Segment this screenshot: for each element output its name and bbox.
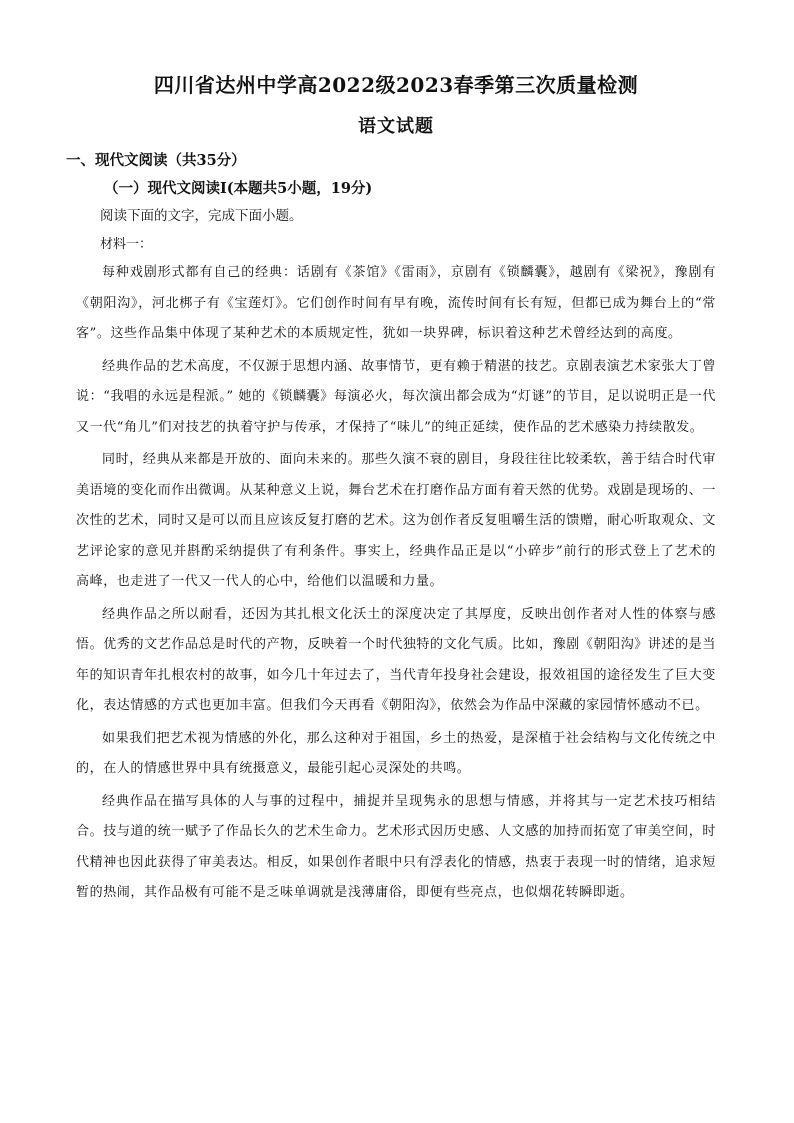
paragraph-1: 每种戏剧形式都有自己的经典：话剧有《茶馆》《雷雨》，京剧有《锁麟囊》，越剧有《梁祝》，豫剧有《朝阳沟》，河北梆子有《宝莲灯》。它们创作时间有早有晚，流传时间有长有短，但都已成为舞台上的“常客”。这些作品集中体现了某种艺术的本质规定性，犹如一块界碑，标识着这种艺术曾经达到的高度。 [76, 265, 716, 341]
paragraph-6: 经典作品在描写具体的人与事的过程中，捕捉并呈现隽永的思想与情感，并将其与一定艺术技巧相结合。技与道的统一赋予了作品长久的艺术生命力。艺术形式因历史感、人文感的加持而拓宽了审美空间，时代精神也因此获得了审美表达。相反，如果创作者眼中只有浮表化的情感，热衷于表现一时的情绪，追求短暂的热闹，其作品极有可能不是乏味单调就是浅薄庸俗，即便有些亮点，也似烟花转瞬即逝。 [76, 793, 716, 900]
paragraph-5: 如果我们把艺术视为情感的外化，那么这种对于祖国，乡土的热爱，是深植于社会结构与文化传统之中的，在人的情感世界中具有统摄意义，最能引起心灵深处的共鸣。 [76, 730, 716, 776]
subsection-heading: （一）现代文阅读Ⅰ(本题共5小题，19分) [104, 180, 373, 197]
paragraph-3: 同时，经典从来都是开放的、面向未来的。那些久演不衰的剧目，身段往往比较柔软，善于结合时代审美语境的变化而作出微调。从某种意义上说，舞台艺术在打磨作品方面有着天然的优势。戏剧是现场的、一次性的艺术，同时又是可以而且应该反复打磨的艺术。这为创作者反复咀嚼生活的馈赠，耐心听取观众、文艺评论家的意见并斟酌采纳提供了有利条件。事实上，经典作品正是以“小碎步”前行的形式登上了艺术的高峰，也走进了一代又一代人的心中，给他们以温暖和力量。 [76, 452, 716, 589]
paragraph-4: 经典作品之所以耐看，还因为其扎根文化沃土的深度决定了其厚度，反映出创作者对人性的体察与感悟。优秀的文艺作品总是时代的产物，反映着一个时代独特的文化气质。比如，豫剧《朝阳沟》讲述的是当年的知识青年扎根农村的故事，如今几十年过去了，当代青年投身社会建设，报效祖国的途径发生了巨大变化，表达情感的方式也更加丰富。但我们今天再看《朝阳沟》，依然会为作品中深藏的家园情怀感动不已。 [76, 606, 716, 713]
paragraph-2: 经典作品的艺术高度，不仅源于思想内涵、故事情节，更有赖于精湛的技艺。京剧表演艺术家张大丁曾说：“我唱的永远是程派。” 她的《锁麟囊》每演必火，每次演出都会成为“灯谜”的节目，足以说明正是一代又一代“角儿”们对技艺的执着守护与传承，才保持了“味儿”的纯正延续，使作品的艺术感染力持续散发。 [76, 358, 716, 435]
material-label: 材料一： [100, 237, 153, 252]
section-heading: 一、现代文阅读（共35分） [66, 152, 246, 169]
exam-subtitle: 语文试题 [358, 116, 434, 137]
exam-title: 四川省达州中学高2022级2023春季第三次质量检测 [153, 73, 639, 97]
reading-instruction: 阅读下面的文字，完成下面小题。 [100, 208, 303, 224]
